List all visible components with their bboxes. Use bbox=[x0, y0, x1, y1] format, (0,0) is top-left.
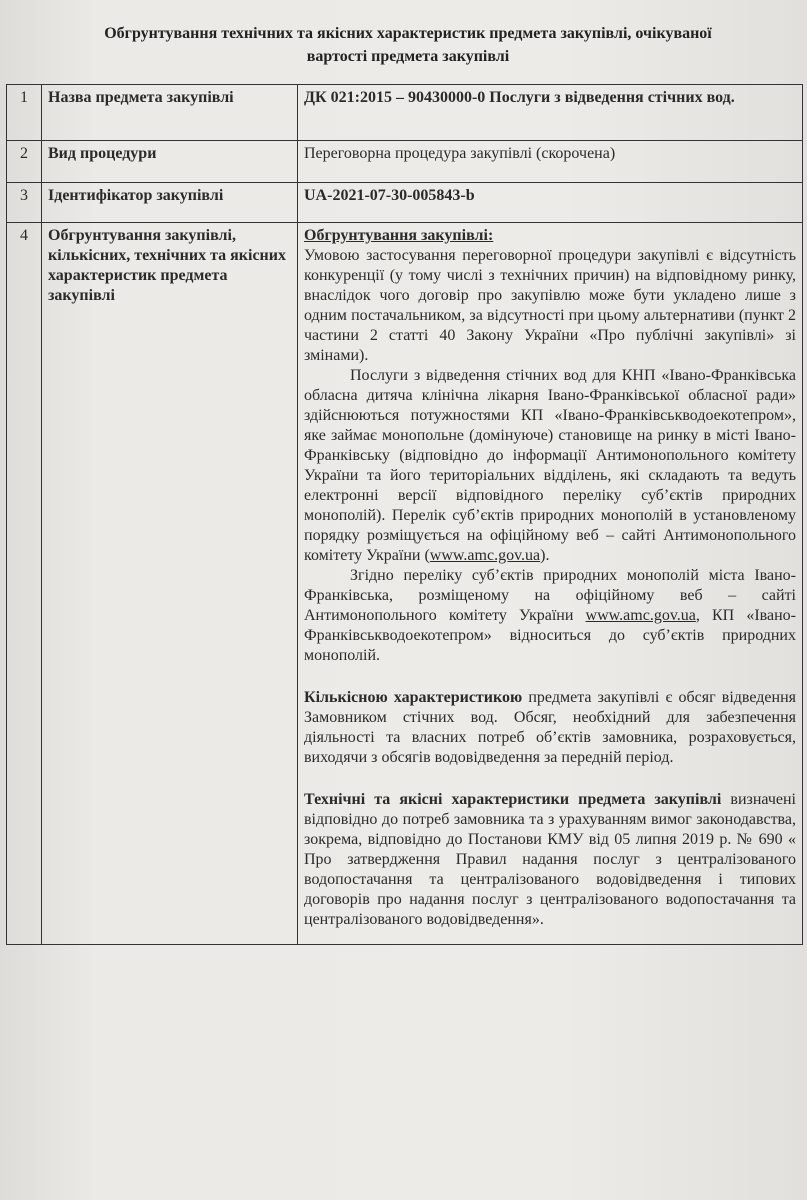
paragraph-text: предмета закупівлі є обсяг відведення Замовником стічних вод. Обсяг, необхідний для забезпечення діяльності та власних потреб об’єктів замовника, розраховується, виходячи з обсягів водовідведення за передній період. bbox=[304, 689, 797, 766]
justification-heading: Обгрунтування закупівлі: bbox=[304, 227, 494, 244]
row-number: 4 bbox=[7, 223, 42, 945]
row-number: 3 bbox=[7, 183, 42, 223]
row-number: 1 bbox=[7, 85, 42, 141]
paragraph-text: Послуги з відведення стічних вод для КНП «Івано-Франківська обласна дитяча клінічна лікарня Івано-Франківської обласної ради» здійснюються потужностями КП «Івано-Франківськводоекотепром», яке займає монопольне (домінуюче) становище на ринку в місті Івано-Франківську (відповідно до інформації Антимонопольного комітету України та його територіальних відділень, які складають та ведуть електронні версії відповідного переліку суб’єктів природних монополій). Перелік суб’єктів природних монополій в установленому порядку розміщується на офіційному веб – сайті Антимонопольного комітету України ( bbox=[304, 367, 796, 564]
justification-paragraph-1: Умовою застосування переговорної процедури закупівлі є відсутність конкуренції (у тому числі з технічних причин) на відповідному ринку, внаслідок чого договір про закупівлю може бути укладено лише з одним постачальником, за відсутності при цьому альтернативи (пункт 2 частини 2 статті 40 Закону України «Про публічні закупівлі» зі змінами). bbox=[304, 247, 796, 364]
table-row bbox=[7, 183, 803, 223]
justification-cell bbox=[298, 223, 803, 945]
technical-paragraph bbox=[304, 790, 796, 930]
title-line-1: Обгрунтування технічних та якісних характеристик предмета закупівлі, очікуваної bbox=[104, 25, 712, 42]
row-label: Вид процедури bbox=[42, 141, 298, 183]
table-row bbox=[7, 223, 803, 945]
row-value: UA-2021-07-30-005843-b bbox=[298, 183, 803, 223]
document-title bbox=[28, 22, 788, 68]
row-value: Переговорна процедура закупівлі (скорочена) bbox=[298, 141, 803, 183]
justification-paragraph-3 bbox=[304, 566, 796, 666]
row-label: Ідентифікатор закупівлі bbox=[42, 183, 298, 223]
paragraph-text: Згідно переліку суб’єктів природних монополій міста Івано-Франківська, розміщеному на офіційному веб – сайті Антимонопольного комітету України bbox=[304, 567, 796, 624]
table-row bbox=[7, 85, 803, 141]
paragraph-text: визначені відповідно до потреб замовника та з урахуванням вимог законодавства, зокрема, відповідно до Постанови КМУ від 05 липня 2019 р. № 690 « Про затвердження Правил надання послуг з централізованого водопостачання та централізованого водовідведення і типових договорів про надання послуг з централізованого водопостачання та централізованого водовідведення». bbox=[304, 791, 797, 928]
row-label: Обгрунтування закупівлі, кількісних, технічних та якісних характеристик предмета закупівлі bbox=[42, 223, 298, 945]
row-number: 2 bbox=[7, 141, 42, 183]
spacer bbox=[304, 768, 796, 790]
quantitative-label: Кількісною характеристикою bbox=[304, 689, 523, 706]
technical-label: Технічні та якісні характеристики предмета закупівлі bbox=[304, 791, 722, 808]
procurement-table bbox=[6, 84, 803, 945]
amc-link[interactable]: www.amc.gov.ua bbox=[585, 607, 696, 624]
title-line-2: вартості предмета закупівлі bbox=[306, 48, 510, 65]
amc-link[interactable]: www.amc.gov.ua bbox=[429, 547, 541, 564]
quantitative-paragraph bbox=[304, 688, 796, 768]
paragraph-text: , КП «Івано-Франківськводоекотепром» відноситься до суб’єктів природних монополій. bbox=[304, 607, 797, 664]
paragraph-text: ). bbox=[540, 547, 550, 564]
table-row bbox=[7, 141, 803, 183]
spacer bbox=[304, 666, 796, 688]
row-value: ДК 021:2015 – 90430000-0 Послуги з відведення стічних вод. bbox=[298, 85, 803, 141]
justification-paragraph-2 bbox=[304, 366, 796, 566]
row-label: Назва предмета закупівлі bbox=[42, 85, 298, 141]
